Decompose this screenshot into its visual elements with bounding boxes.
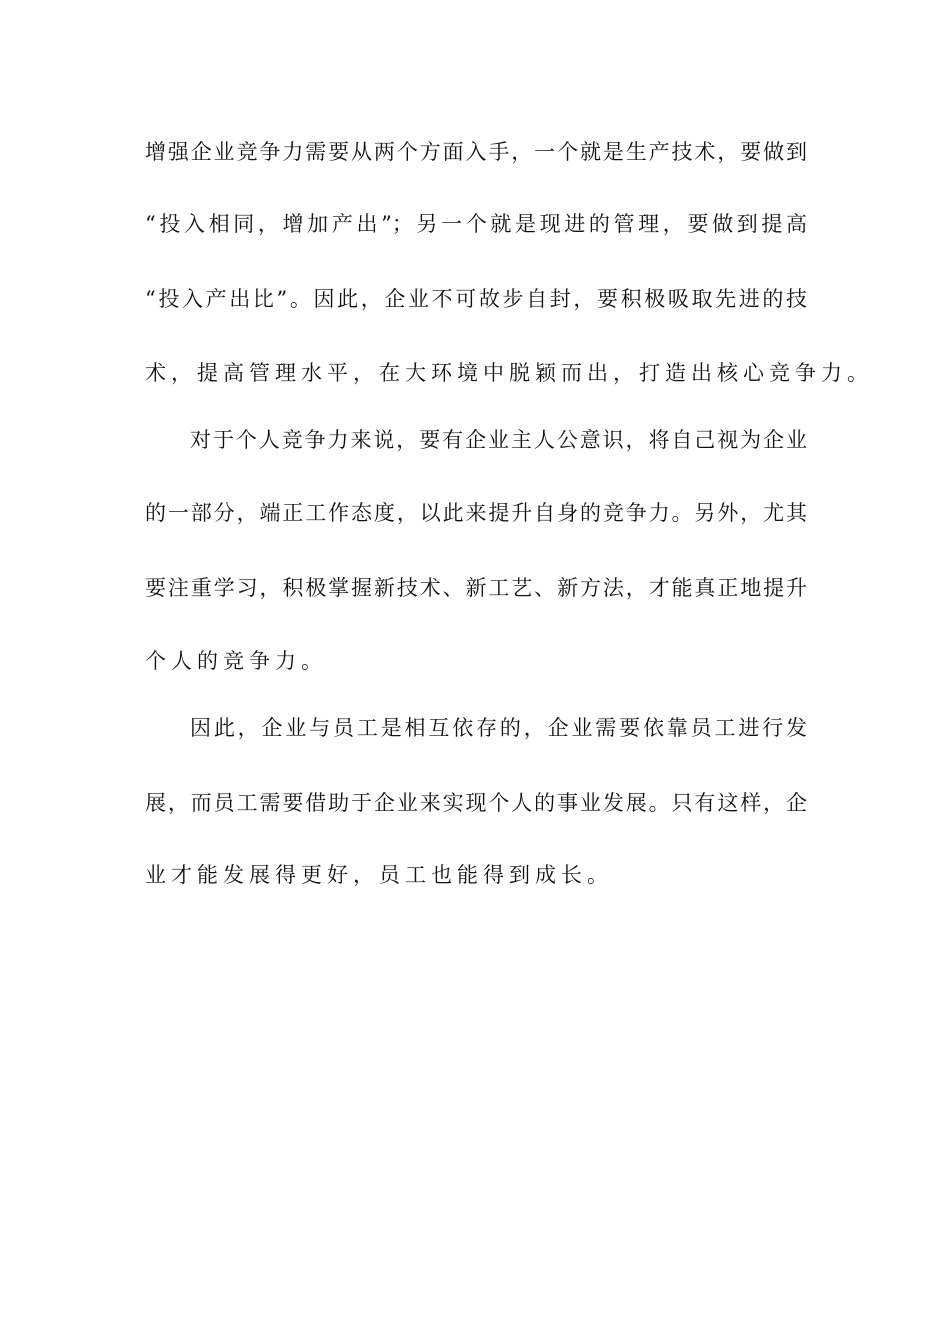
paragraph-1-line-1: 增强企业竞争力需要从两个方面入手，一个就是生产技术，要做到 bbox=[145, 140, 807, 164]
paragraph-1-line-4: 术，提高管理水平，在大环境中脱颖而出，打造出核心竞争力。 bbox=[145, 361, 873, 385]
paragraph-2-line-2: 的一部分，端正工作态度，以此来提升自身的竞争力。另外，尤其 bbox=[145, 501, 807, 525]
paragraph-3-line-1: 因此，企业与员工是相互依存的，企业需要依靠员工进行发 bbox=[190, 716, 807, 740]
paragraph-1-line-2: “投入相同，增加产出”；另一个就是现进的管理，要做到提高 bbox=[145, 212, 807, 236]
paragraph-2-line-3: 要注重学习，积极掌握新技术、新工艺、新方法，才能真正地提升 bbox=[145, 576, 807, 600]
paragraph-2-line-4: 个人的竞争力。 bbox=[145, 649, 327, 673]
paragraph-3-line-2: 展，而员工需要借助于企业来实现个人的事业发展。只有这样，企 bbox=[145, 791, 807, 815]
paragraph-2-line-1: 对于个人竞争力来说，要有企业主人公意识，将自己视为企业 bbox=[190, 428, 807, 452]
paragraph-1-line-3: “投入产出比”。因此，企业不可故步自封，要积极吸取先进的技 bbox=[145, 287, 807, 311]
paragraph-3-line-3: 业才能发展得更好，员工也能得到成长。 bbox=[145, 863, 613, 887]
